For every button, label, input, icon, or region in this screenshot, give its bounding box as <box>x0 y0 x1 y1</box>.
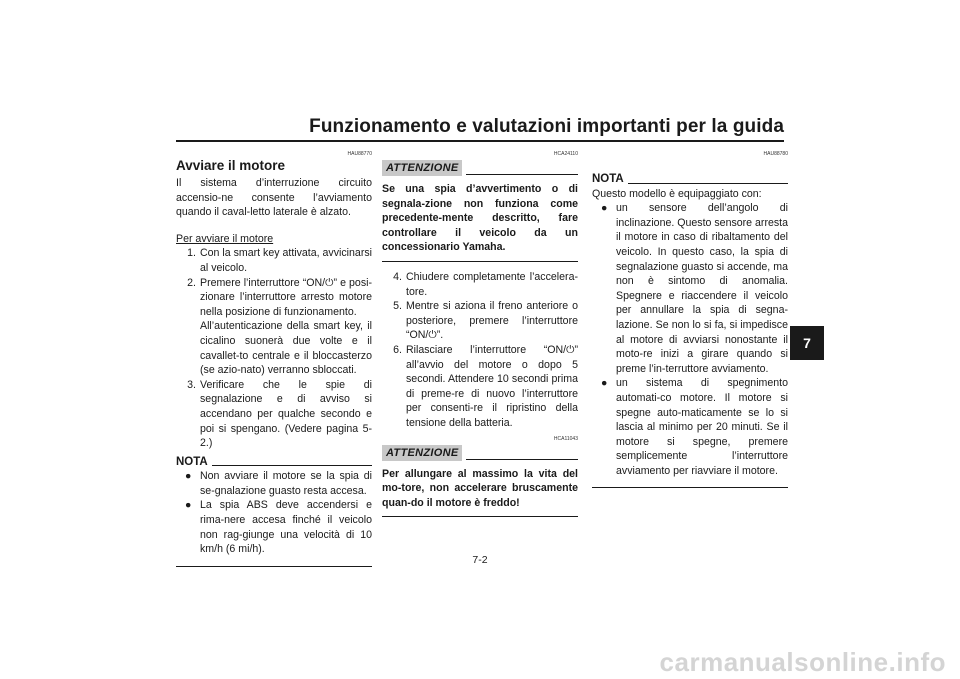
list-item: ● un sistema di spegnimento automati-co motore. Il motore si spegne auto-maticamente se lo si lascia al minimo per 20 minuti. Se il motore si spegne, premere semplicemente l’interruttore avviamento per riavviare il motore. <box>601 377 788 477</box>
list-item <box>176 246 372 275</box>
steps-list-continued <box>382 270 578 431</box>
caution-badge: ATTENZIONE <box>382 160 462 176</box>
caution-text: Per allungare al massimo la vita del mo-tore, non accelerare bruscamente quan-do il motore è freddo! <box>382 467 578 509</box>
list-item: ● un sensore dell’angolo di inclinazione. Questo sensore arresta il motore in caso di ribaltamento del veicolo. In questo caso, la spia di segnalazione guasto si accende, ma non è sintomo di anomalia. Spegnere e riaccendere il veicolo per annullare la spia di segna-lazione. Se non lo si fa, si impedisce al motore di avviarsi nonostante il moto-re inizi a girare quando si preme l’in-terruttore avviamento. <box>601 202 788 375</box>
steps-list <box>176 246 372 450</box>
caution-code: HCA24110 <box>553 151 578 157</box>
page-title: Funzionamento e valutazioni importanti per la guida <box>309 116 784 137</box>
list-item <box>382 270 578 299</box>
step-text: Mentre si aziona il freno anteriore o posteriore, premere l’interruttore “ON/⏻”. <box>406 300 578 342</box>
step-number: 2. <box>187 276 196 289</box>
caution-end-rule <box>382 516 578 517</box>
nota-list <box>176 469 372 557</box>
list-item: ● Non avviare il motore se la spia di se-gnalazione guasto resta accesa. <box>185 470 372 497</box>
list-item <box>382 299 578 343</box>
nota-end-rule <box>176 566 372 567</box>
chapter-tab[interactable]: 7 <box>790 326 824 360</box>
column-left <box>176 150 372 567</box>
list-item <box>176 276 372 378</box>
step-number: 5. <box>393 300 402 313</box>
step-text: Verificare che le spie di segnalazione e di avviso si accendano per qualche secondo e poi si spengano. (Vedere pagina 5-2.) <box>200 378 372 450</box>
watermark[interactable]: carmanualsonline.info <box>659 647 946 677</box>
step-number: 1. <box>187 247 196 260</box>
caution-header <box>382 160 578 176</box>
bullet-icon: ● <box>601 202 608 215</box>
nota-header <box>176 455 372 470</box>
bullet-icon: ● <box>185 499 192 512</box>
section-heading: Avviare il motore <box>176 158 286 173</box>
column-right <box>592 150 788 488</box>
step-text: Premere l’interruttore “ON/⏻” e posi-zionare l’interruttore arresto motore nella posizione di funzionamento. <box>200 276 372 318</box>
step-number: 4. <box>393 270 402 283</box>
list-item <box>176 378 372 451</box>
list-item <box>382 343 578 431</box>
subheading: Per avviare il motore <box>176 232 274 245</box>
section-code: HAU88770 <box>347 151 372 157</box>
page-number: 7-2 <box>472 554 488 566</box>
list-item: ● La spia ABS deve accendersi e rima-nere accesa finché il veicolo non rag-giunge una velocità di 10 km/h (6 mi/h). <box>185 499 372 556</box>
nota-end-rule <box>592 487 788 488</box>
header-rule <box>176 140 784 142</box>
nota-list <box>592 201 788 478</box>
step-extra-text: All’autenticazione della smart key, il cicalino suonerà due volte e il cavallet-to centrale e il bloccasterzo (se azio-nato) verranno sbloccati. <box>200 320 372 377</box>
step-text: Con la smart key attivata, avvicinarsi al veicolo. <box>200 247 372 274</box>
caution-code: HCA11043 <box>553 435 578 442</box>
step-text: Chiudere completamente l’accelera-tore. <box>406 270 578 298</box>
caution-text: Se una spia d’avvertimento o di segnala-zione non funziona come precedente-mente descritto, fare controllare il veicolo da un concessionario Yamaha. <box>382 183 578 254</box>
nota-header <box>592 172 788 187</box>
step-text: Rilasciare l’interruttore “ON/⏻” all’avvio del motore o dopo 5 secondi. Attendere 10 secondi prima di preme-re di nuovo l’interruttore per consenti-re il ripristino della tensione della batteria. <box>406 343 578 429</box>
caution-badge: ATTENZIONE <box>382 445 462 461</box>
nota-label: NOTA <box>592 173 624 185</box>
nota-intro: Questo modello è equipaggiato con: <box>592 187 762 200</box>
caution-header <box>382 445 578 461</box>
step-number: 3. <box>187 378 196 391</box>
column-middle <box>382 150 578 517</box>
bullet-icon: ● <box>601 377 608 390</box>
intro-paragraph: Il sistema d’interruzione circuito accensio-ne consente l’avviamento quando il caval-letto laterale è alzato. <box>176 177 372 219</box>
step-number: 6. <box>393 343 402 356</box>
section-code: HAU88780 <box>763 151 788 157</box>
bullet-icon: ● <box>185 470 192 483</box>
caution-end-rule <box>382 261 578 262</box>
nota-label: NOTA <box>176 455 208 468</box>
